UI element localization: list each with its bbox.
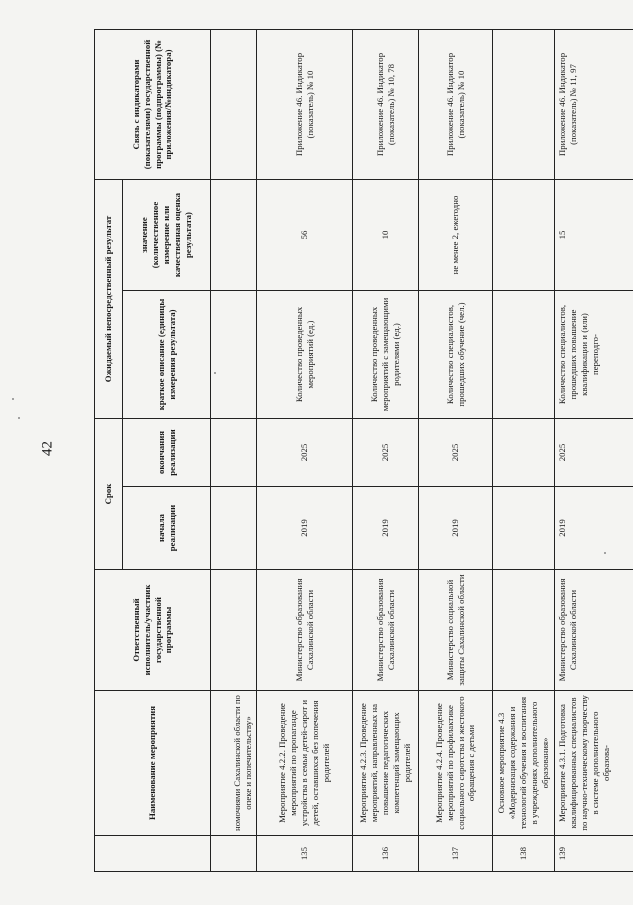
result-value: 56 [257,180,353,291]
measure-name: Мероприятие 4.2.2. Проведение мероприятий по пропаганде устройства в семьи детей-сирот и детей, оставшихся без попечения родителей [257,691,353,836]
responsible-executor: Министерство образования Сахалинской области [555,570,633,691]
term-end: 2025 [353,419,419,487]
term-end: 2025 [555,419,633,487]
responsible-executor: Министерство образования Сахалинской области [257,570,353,691]
row-number: 136 [353,836,419,872]
row-number: 139 [555,836,633,872]
header-term-end: окончания реализации [123,419,211,487]
result-description: Количество проведенных мероприятий с замещающими родителями (ед.) [353,291,419,419]
responsible-executor: Министерство социальной защиты Сахалинской области [419,570,493,691]
header-term-start: начала реализации [123,487,211,570]
measure-name: номочиями Сахалинской области по опеке и попечительству» [211,691,257,836]
indicator-link: Приложение 46. Индикатор (показатель) № 10 [419,30,493,180]
result-value: 10 [353,180,419,291]
scan-speck [18,417,20,419]
row-number: 135 [257,836,353,872]
measure-name: Мероприятие 4.2.3. Проведение мероприятий, направленных на повышение педагогических компетенций замещающих родителей [353,691,419,836]
result-description: Количество проведенных мероприятий (ед.) [257,291,353,419]
result-description: Количество специалистов, прошедших повышение квалификации и (или) переподго- [555,291,633,419]
indicator-link: Приложение 46. Индикатор (показатель) № 10, 78 [353,30,419,180]
term-end: 2025 [257,419,353,487]
scan-speck [604,552,606,554]
term-end: 2025 [419,419,493,487]
table-body-container [94,30,532,872]
measure-name: Мероприятие 4.3.1. Подготовка квалифицированных специалистов по научно-техническому творчеству в системе дополнительного образова- [555,691,633,836]
page-number: 42 [39,441,56,456]
table-row [555,30,633,872]
header-term: Срок [95,419,123,570]
result-value: не менее 2, ежегодно [419,180,493,291]
scan-speck [214,372,216,374]
term-start: 2019 [257,487,353,570]
header-name: Наименование мероприятия [95,691,211,836]
header-result-value: значение (количественное измерение или качественная оценка результата) [123,180,211,291]
result-description: Количество специалистов, прошедших обучение (чел.) [419,291,493,419]
term-start: 2019 [353,487,419,570]
term-start: 2019 [419,487,493,570]
measure-name: Основное мероприятие 4.3 «Модернизация содержания и технологий обучения и воспитания в учреждениях дополнительного образования» [493,691,555,836]
result-value: 15 [555,180,633,291]
indicator-link: Приложение 46. Индикатор (показатель) № 10 [257,30,353,180]
measure-name: Мероприятие 4.2.4. Проведение мероприятий по профилактике социального сиротства и жестокого обращения с детьми [419,691,493,836]
indicator-link: Приложение 46. Индикатор (показатель) № 11, 97 [555,30,633,180]
responsible-executor: Министерство образования Сахалинской области [353,570,419,691]
row-number: 137 [419,836,493,872]
term-start: 2019 [555,487,633,570]
header-responsible: Ответственный исполнитель/участник государственной программы [95,570,211,691]
scan-speck [12,398,14,400]
header-result: Ожидаемый непосредственный результат [95,180,123,419]
header-result-desc: краткое описание (единицы измерения результата) [123,291,211,419]
header-link: Связь с индикаторами (показателями) государственной программы (подпрограммы) (№ приложения/№индикатора) [95,30,211,180]
row-number: 138 [493,836,555,872]
